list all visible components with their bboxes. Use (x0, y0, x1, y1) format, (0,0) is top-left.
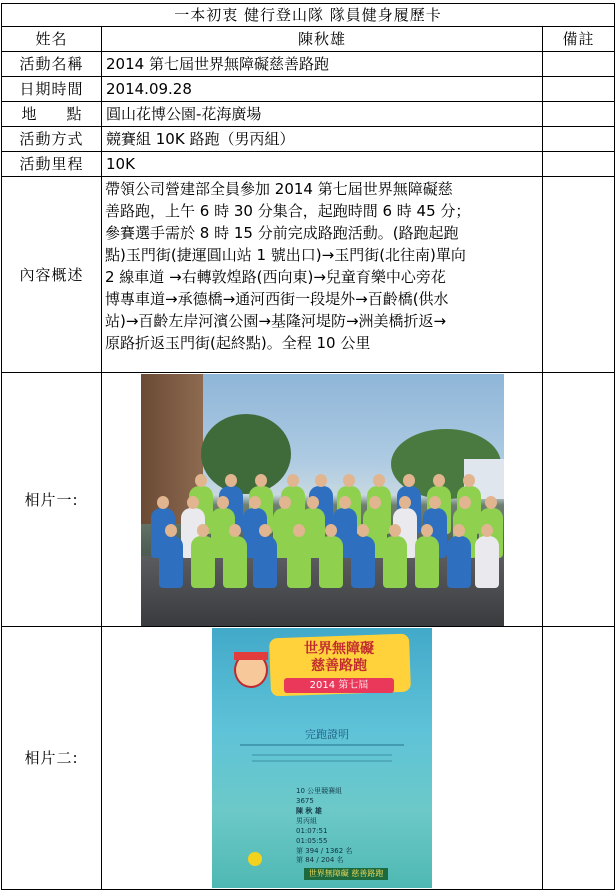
distance-value: 10K (102, 152, 543, 177)
card-title: 一本初衷 健行登山隊 隊員健身履歷卡 (2, 4, 615, 27)
summary-line: 參賽選手需於 8 時 15 分前完成路跑活動。(路跑起跑 (105, 224, 459, 242)
place-value: 圓山花博公園-花海廣場 (102, 102, 543, 127)
runner-head (287, 474, 299, 487)
name-row (2, 27, 615, 52)
photo1-cell (102, 373, 543, 627)
place-label: 地 點 (2, 102, 102, 127)
remark-cell (543, 177, 615, 373)
photo-tree (201, 414, 291, 494)
runner-head (453, 524, 465, 537)
runner-head (403, 474, 415, 487)
certificate-bib: 3675 (296, 797, 314, 805)
group-photo (141, 374, 504, 626)
runner (191, 536, 215, 588)
runner-head (217, 496, 229, 509)
mascot-headband-icon (234, 652, 268, 660)
runner-head (195, 474, 207, 487)
activity-name-label: 活動名稱 (2, 52, 102, 77)
summary-line: 點)玉門街(捷運圓山站 1 號出口)→玉門街(北往南)單向 (105, 246, 466, 264)
activity-name-row (2, 52, 615, 77)
runner-head (315, 474, 327, 487)
name-value: 陳秋雄 (102, 27, 543, 52)
record-table (1, 3, 615, 890)
runner (383, 536, 407, 588)
certificate-group: 男丙組 (296, 817, 317, 825)
activity-name-value: 2014 第七屆世界無障礙慈善路跑 (102, 52, 543, 77)
method-label: 活動方式 (2, 127, 102, 152)
runner-head (433, 474, 445, 487)
title-row (2, 4, 615, 27)
runner (287, 536, 311, 588)
runner-head (279, 496, 291, 509)
runner-head (293, 524, 305, 537)
runner-head (373, 474, 385, 487)
summary-line: 帶領公司營建部全員參加 2014 第七屆世界無障礙慈 (105, 180, 453, 198)
date-label: 日期時間 (2, 77, 102, 102)
runner-head (343, 474, 355, 487)
runner-head (307, 496, 319, 509)
summary-line: 2 線車道 →右轉敦煌路(西向東)→兒童育樂中心旁花 (105, 268, 446, 286)
certificate-photo (212, 628, 432, 888)
certificate-title (274, 641, 404, 675)
runner-head (259, 524, 271, 537)
remark-cell (543, 127, 615, 152)
runner (447, 536, 471, 588)
remark-label: 備註 (543, 27, 615, 52)
runner (253, 536, 277, 588)
summary-line: 原路折返玉門街(起終點)。全程 10 公里 (105, 334, 371, 352)
certificate-event: 10 公里競賽組 (296, 787, 343, 795)
certificate-net-time: 01:05:55 (296, 837, 328, 845)
runner-head (249, 496, 261, 509)
summary-line: 善路跑，上午 6 時 30 分集合，起跑時間 6 時 45 分； (105, 202, 471, 220)
remark-cell (543, 152, 615, 177)
date-row (2, 77, 615, 102)
summary-line: 站)→百齡左岸河濱公園→基隆河堤防→洲美橋折返→ (105, 312, 447, 330)
certificate-year-badge: 2014 第七屆 (284, 678, 394, 693)
certificate-divider (252, 754, 392, 756)
method-row (2, 127, 615, 152)
runner-head (429, 496, 441, 509)
runner (319, 536, 343, 588)
summary-line: 博專車道→承德橋→通河西街一段堤外→百齡橋(供水 (105, 290, 449, 308)
runner (223, 536, 247, 588)
certificate-group-rank: 第 84 / 204 名 (296, 856, 344, 864)
runner-head (399, 496, 411, 509)
runner-head (255, 474, 267, 487)
runner-head (197, 524, 209, 537)
name-label: 姓名 (2, 27, 102, 52)
photo2-label: 相片二: (2, 627, 102, 890)
runner (351, 536, 375, 588)
certificate-divider (240, 744, 404, 746)
summary-row (2, 177, 615, 373)
runner-head (325, 524, 337, 537)
photo1-label: 相片一: (2, 373, 102, 627)
runner (159, 536, 183, 588)
date-value: 2014.09.28 (102, 77, 543, 102)
remark-cell (543, 52, 615, 77)
runner-head (463, 474, 475, 487)
runner-head (459, 496, 471, 509)
summary-text (102, 177, 543, 373)
runner-head (187, 496, 199, 509)
certificate-gun-time: 01:07:51 (296, 827, 328, 835)
runner-head (339, 496, 351, 509)
remark-cell (543, 102, 615, 127)
photo2-cell (102, 627, 543, 890)
runner-head (229, 524, 241, 537)
runner-head (481, 524, 493, 537)
remark-cell (543, 627, 615, 890)
runner-head (157, 496, 169, 509)
certificate-overall-rank: 第 394 / 1362 名 (296, 847, 353, 855)
certificate-divider (252, 760, 392, 762)
summary-label: 內容概述 (2, 177, 102, 373)
runner (475, 536, 499, 588)
distance-row (2, 152, 615, 177)
distance-label: 活動里程 (2, 152, 102, 177)
runner (415, 536, 439, 588)
certificate-name: 陳 秋 雄 (296, 807, 322, 815)
organizer-logo-icon (248, 852, 262, 866)
runner-head (225, 474, 237, 487)
certificate-title-line: 慈善路跑 (311, 658, 367, 674)
photo1-row (2, 373, 615, 627)
certificate-footer: 世界無障礙 慈善路跑 (304, 868, 388, 880)
runner-head (357, 524, 369, 537)
certificate-heading: 完跑證明 (305, 728, 349, 741)
runner-head (421, 524, 433, 537)
certificate-title-line: 世界無障礙 (304, 641, 374, 657)
runner-head (369, 496, 381, 509)
runner-head (485, 496, 497, 509)
place-row (2, 102, 615, 127)
remark-cell (543, 373, 615, 627)
method-value: 競賽組 10K 路跑（男丙組） (102, 127, 543, 152)
runner-head (389, 524, 401, 537)
photo2-row (2, 627, 615, 890)
runner-head (165, 524, 177, 537)
remark-cell (543, 77, 615, 102)
